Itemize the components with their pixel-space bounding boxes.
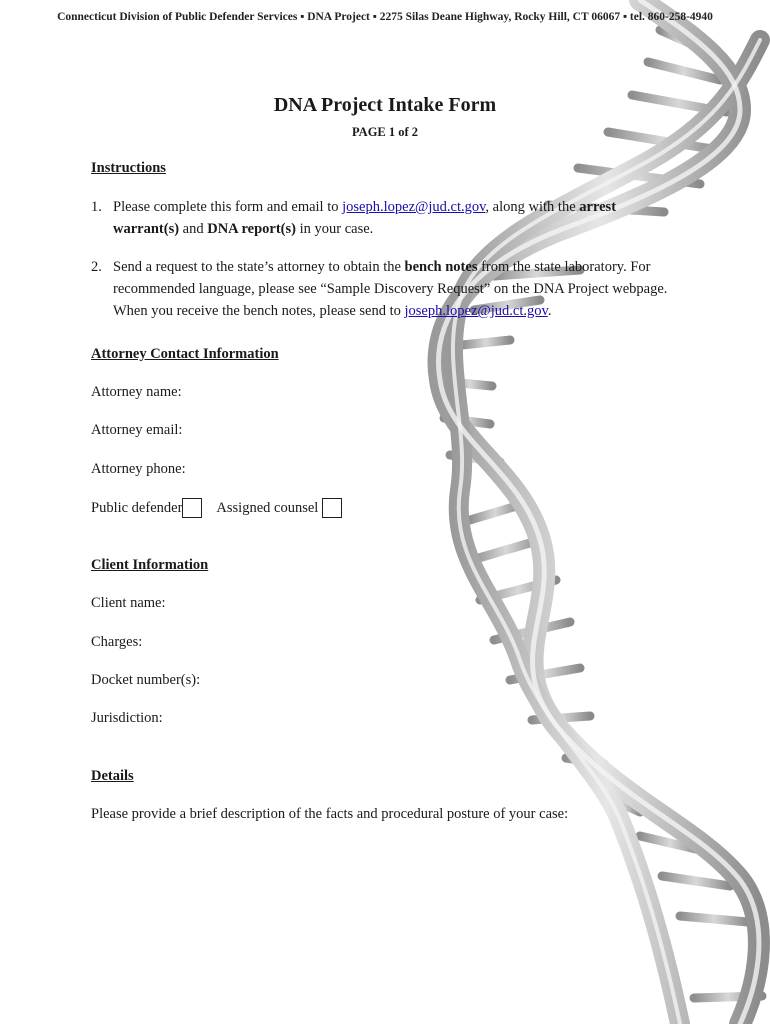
public-defender-label: Public defender [91, 499, 183, 516]
counsel-type-row [91, 498, 342, 518]
instruction-item-1: 1. Please complete this form and email to joseph.lopez@jud.ct.gov, along with the arrest warrant(s) and DNA report(s) in your case. [91, 196, 671, 240]
item-number: 2. [91, 259, 102, 275]
assigned-counsel-checkbox[interactable] [322, 498, 342, 518]
page-number: PAGE 1 of 2 [351, 125, 419, 139]
email-link[interactable]: joseph.lopez@jud.ct.gov [404, 303, 548, 319]
jurisdiction-field[interactable]: Jurisdiction: [91, 710, 163, 726]
page-title: DNA Project Intake Form [273, 94, 497, 116]
client-heading: Client Information [91, 557, 209, 573]
charges-field[interactable]: Charges: [91, 634, 143, 650]
instructions-heading: Instructions [91, 160, 166, 176]
attorney-heading: Attorney Contact Information [91, 346, 279, 362]
client-name-field[interactable]: Client name: [91, 595, 166, 611]
details-heading: Details [91, 768, 134, 784]
attorney-name-field[interactable]: Attorney name: [91, 384, 182, 400]
instruction-item-2: 2. Send a request to the state’s attorney to obtain the bench notes from the state laboratory. For recommended language, please see “Sample Discovery Request” on the DNA Project webpage. When you receive the bench notes, please send to joseph.lopez@jud.ct.gov. [91, 256, 671, 322]
letterhead: Connecticut Division of Public Defender Services ▪ DNA Project ▪ 2275 Silas Deane Highway, Rocky Hill, CT 06067 ▪ tel. 860-258-4940 [57, 11, 713, 23]
assigned-counsel-label: Assigned counsel [216, 499, 319, 516]
public-defender-checkbox[interactable] [182, 498, 202, 518]
attorney-email-field[interactable]: Attorney email: [91, 422, 183, 438]
attorney-phone-field[interactable]: Attorney phone: [91, 461, 186, 477]
email-link[interactable]: joseph.lopez@jud.ct.gov [342, 199, 486, 215]
item-number: 1. [91, 199, 102, 215]
docket-number-field[interactable]: Docket number(s): [91, 672, 201, 688]
details-prompt: Please provide a brief description of the facts and procedural posture of your case: [91, 806, 569, 822]
